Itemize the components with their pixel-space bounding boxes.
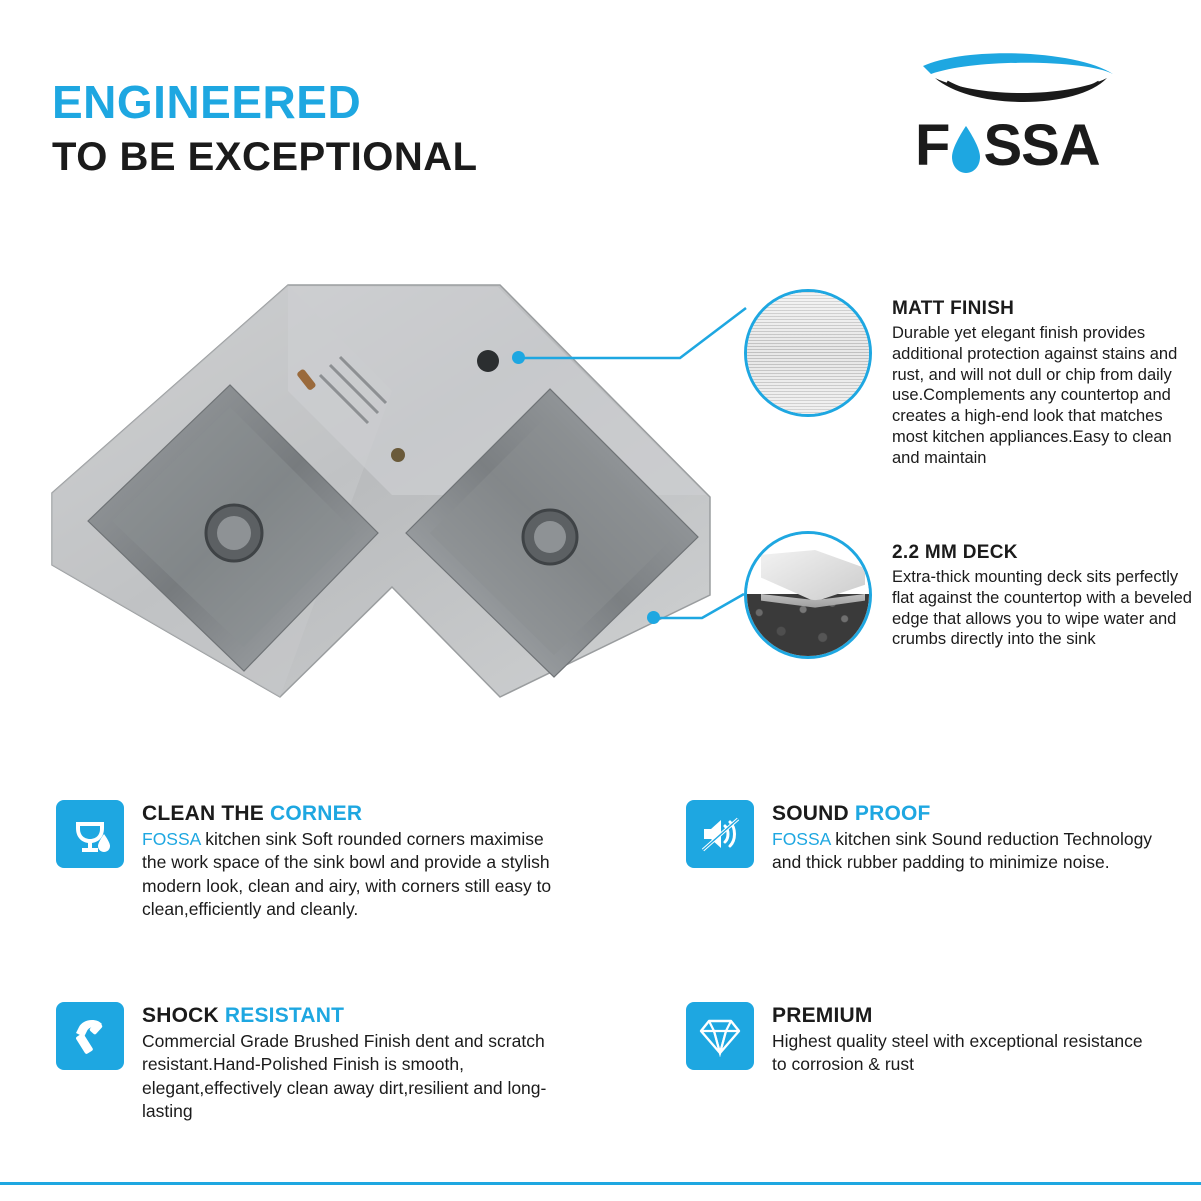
feature-title-accent: RESISTANT	[224, 1004, 345, 1027]
feature-title	[142, 802, 556, 826]
feature-description: Highest quality steel with exceptional resistance to corrosion & rust	[772, 1031, 1143, 1075]
feature-title-main: CLEAN THE	[142, 802, 270, 825]
product-image	[30, 265, 730, 715]
feature-description: kitchen sink Soft rounded corners maximise the work space of the sink bowl and provide a stylish modern look, clean and airy, with corners still easy to clean,efficiently and cleanly.	[142, 829, 552, 919]
feature-text	[142, 828, 556, 921]
corner-sink-illustration	[30, 265, 730, 715]
callout-title: MATT FINISH	[892, 298, 1015, 319]
mute-speaker-icon	[686, 800, 754, 868]
matt-texture-swatch	[747, 292, 869, 414]
callout-text-deck	[892, 542, 1192, 650]
callout-image-deck	[744, 531, 872, 659]
headline-line-2: TO BE EXCEPTIONAL	[52, 135, 478, 180]
feature-sound-proof	[686, 800, 1166, 875]
feature-text	[142, 1030, 576, 1123]
logo-swoosh-icon	[917, 52, 1127, 119]
feature-body	[772, 800, 1166, 875]
feature-description: Commercial Grade Brushed Finish dent and scratch resistant.Hand-Polished Finish is smooth, elegant,effectively clean away dirt,resilient and long-lasting	[142, 1031, 547, 1121]
feature-text	[772, 1030, 1156, 1077]
feature-title-main: PREMIUM	[772, 1004, 873, 1027]
feature-title	[772, 1004, 1156, 1028]
logo-letters-ssa: SSA	[983, 113, 1100, 178]
leader-dot-matt-finish	[512, 351, 525, 364]
brand-mention: FOSSA	[772, 829, 831, 849]
bottom-accent-rule	[0, 1182, 1201, 1185]
feature-title-accent: PROOF	[854, 802, 931, 825]
callout-body: Durable yet elegant finish provides additional protection against stains and rust, and will not dull or chip from daily use.Complements any countertop and creates a high-end look that matches most kitchen appliances.Easy to clean and maintain	[892, 324, 1178, 467]
logo-letter-f: F	[915, 113, 950, 178]
feature-premium	[686, 1002, 1156, 1077]
deck-thickness-swatch	[747, 534, 869, 656]
diamond-icon	[686, 1002, 754, 1070]
brand-mention: FOSSA	[142, 829, 201, 849]
feature-title-main: SOUND	[772, 802, 855, 825]
feature-clean-the-corner	[56, 800, 556, 921]
callout-text-matt-finish	[892, 298, 1192, 468]
sink-drop-icon	[56, 800, 124, 868]
feature-title	[772, 802, 1166, 826]
feature-text	[772, 828, 1166, 875]
brand-logo	[909, 52, 1139, 178]
feature-title-accent: CORNER	[270, 802, 363, 825]
leader-dot-deck	[647, 611, 660, 624]
logo-wordmark	[915, 112, 1100, 179]
headline-line-1: ENGINEERED	[52, 76, 362, 128]
feature-title	[142, 1004, 576, 1028]
feature-body	[142, 800, 556, 921]
feature-shock-resistant	[56, 1002, 576, 1123]
water-drop-icon	[949, 120, 983, 172]
feature-description: kitchen sink Sound reduction Technology and thick rubber padding to minimize noise.	[772, 829, 1153, 873]
feature-title-main: SHOCK	[142, 1004, 225, 1027]
hammer-icon	[56, 1002, 124, 1070]
feature-body	[772, 1002, 1156, 1077]
callout-title: 2.2 MM DECK	[892, 542, 1018, 563]
callout-image-matt-finish	[744, 289, 872, 417]
callout-body: Extra-thick mounting deck sits perfectly flat against the countertop with a beveled edge that allows you to wipe water and crumbs directly into the sink	[892, 568, 1192, 649]
feature-body	[142, 1002, 576, 1123]
page-title	[52, 78, 478, 180]
